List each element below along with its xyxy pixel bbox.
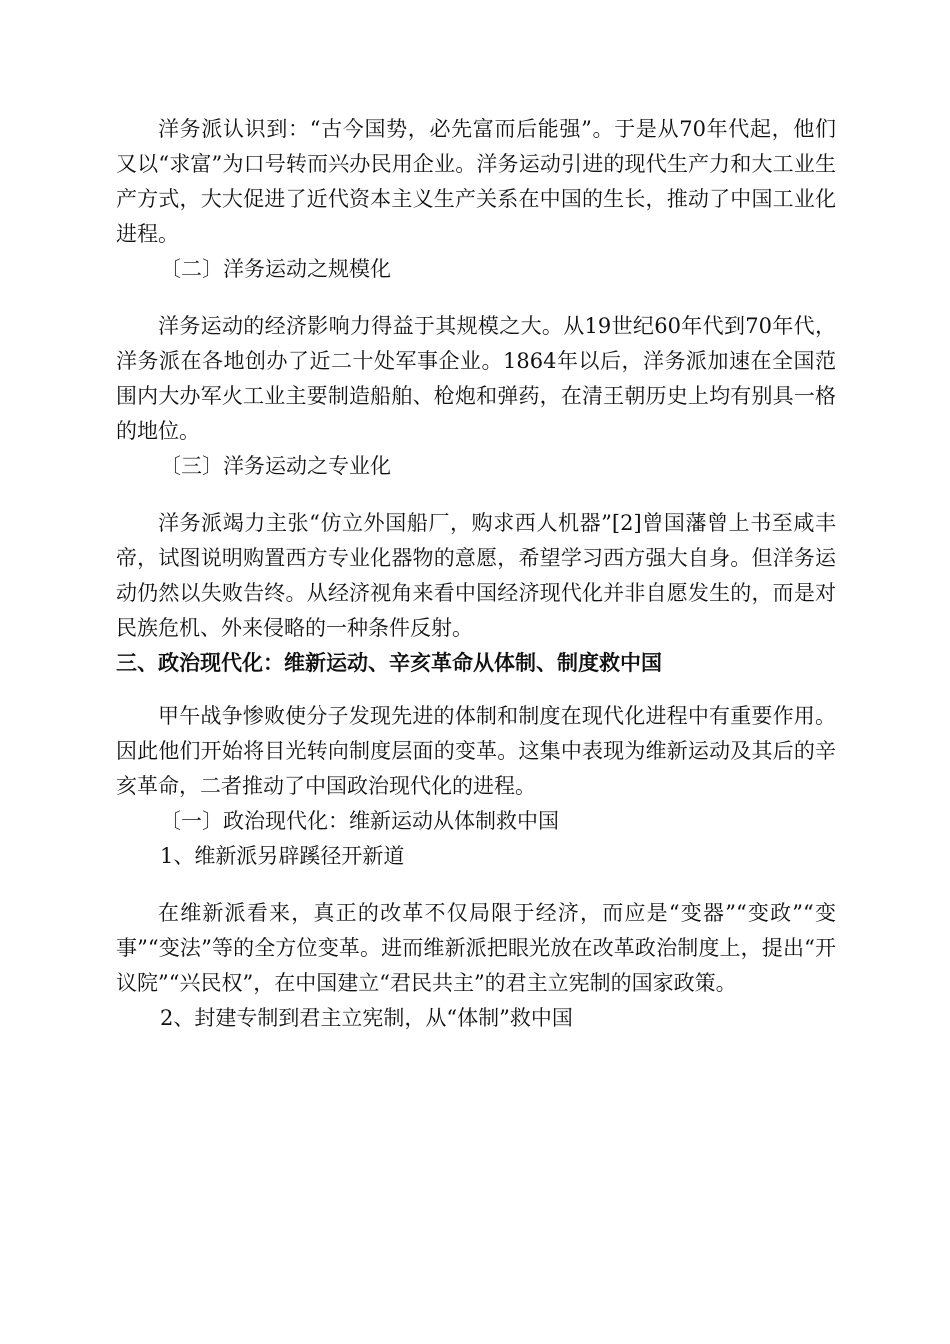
document-page — [116, 112, 836, 1036]
paragraph-scale: 洋务运动的经济影响力得益于其规模之大。从19世纪60年代到70年代，洋务派在各地创办了近二十处军事企业。1864年以后，洋务派加速在全国范围内大办军火工业主要制造船舶、枪炮和弹药，在清王朝历史上均有别具一格的地位。 — [116, 314, 836, 443]
paragraph-reformers: 在维新派看来，真正的改革不仅局限于经济，而应是“变器”“变政”“变事”“变法”等的全方位变革。进而维新派把眼光放在改革政治制度上，提出“开议院”“兴民权”，在中国建立“君民共主”的君主立宪制的国家政策。 — [116, 901, 836, 995]
subheading-specialization: 〔三〕洋务运动之专业化 — [160, 454, 391, 478]
paragraph-qiufu: 洋务派认识到：“古今国势，必先富而后能强”。于是从70年代起，他们又以“求富”为口号转而兴办民用企业。洋务运动引进的现代生产力和大工业生产方式，大大促进了近代资本主义生产关系在中国的生长，推动了中国工业化进程。 — [116, 117, 836, 246]
paragraph-specialization: 洋务派竭力主张“仿立外国船厂，购求西人机器”[2]曾国藩曾上书至咸丰帝，试图说明购置西方专业化器物的意愿，希望学习西方强大自身。但洋务运动仍然以失败告终。从经济视角来看中国经济现代化并非自愿发生的，而是对民族危机、外来侵略的一种条件反射。 — [116, 511, 836, 640]
subheading-reform: 〔一〕政治现代化：维新运动从体制救中国 — [160, 809, 559, 833]
subheading-scale: 〔二〕洋务运动之规模化 — [160, 257, 391, 281]
list-item-reformers-new-path: 1、维新派另辟蹊径开新道 — [160, 844, 405, 868]
list-item-constitutional-monarchy: 2、封建专制到君主立宪制，从“体制”救中国 — [160, 1006, 573, 1030]
section-heading-political: 三、政治现代化：维新运动、辛亥革命从体制、制度救中国 — [116, 651, 662, 675]
paragraph-political-intro: 甲午战争惨败使分子发现先进的体制和制度在现代化进程中有重要作用。因此他们开始将目光转向制度层面的变革。这集中表现为维新运动及其后的辛亥革命，二者推动了中国政治现代化的进程。 — [116, 704, 836, 798]
